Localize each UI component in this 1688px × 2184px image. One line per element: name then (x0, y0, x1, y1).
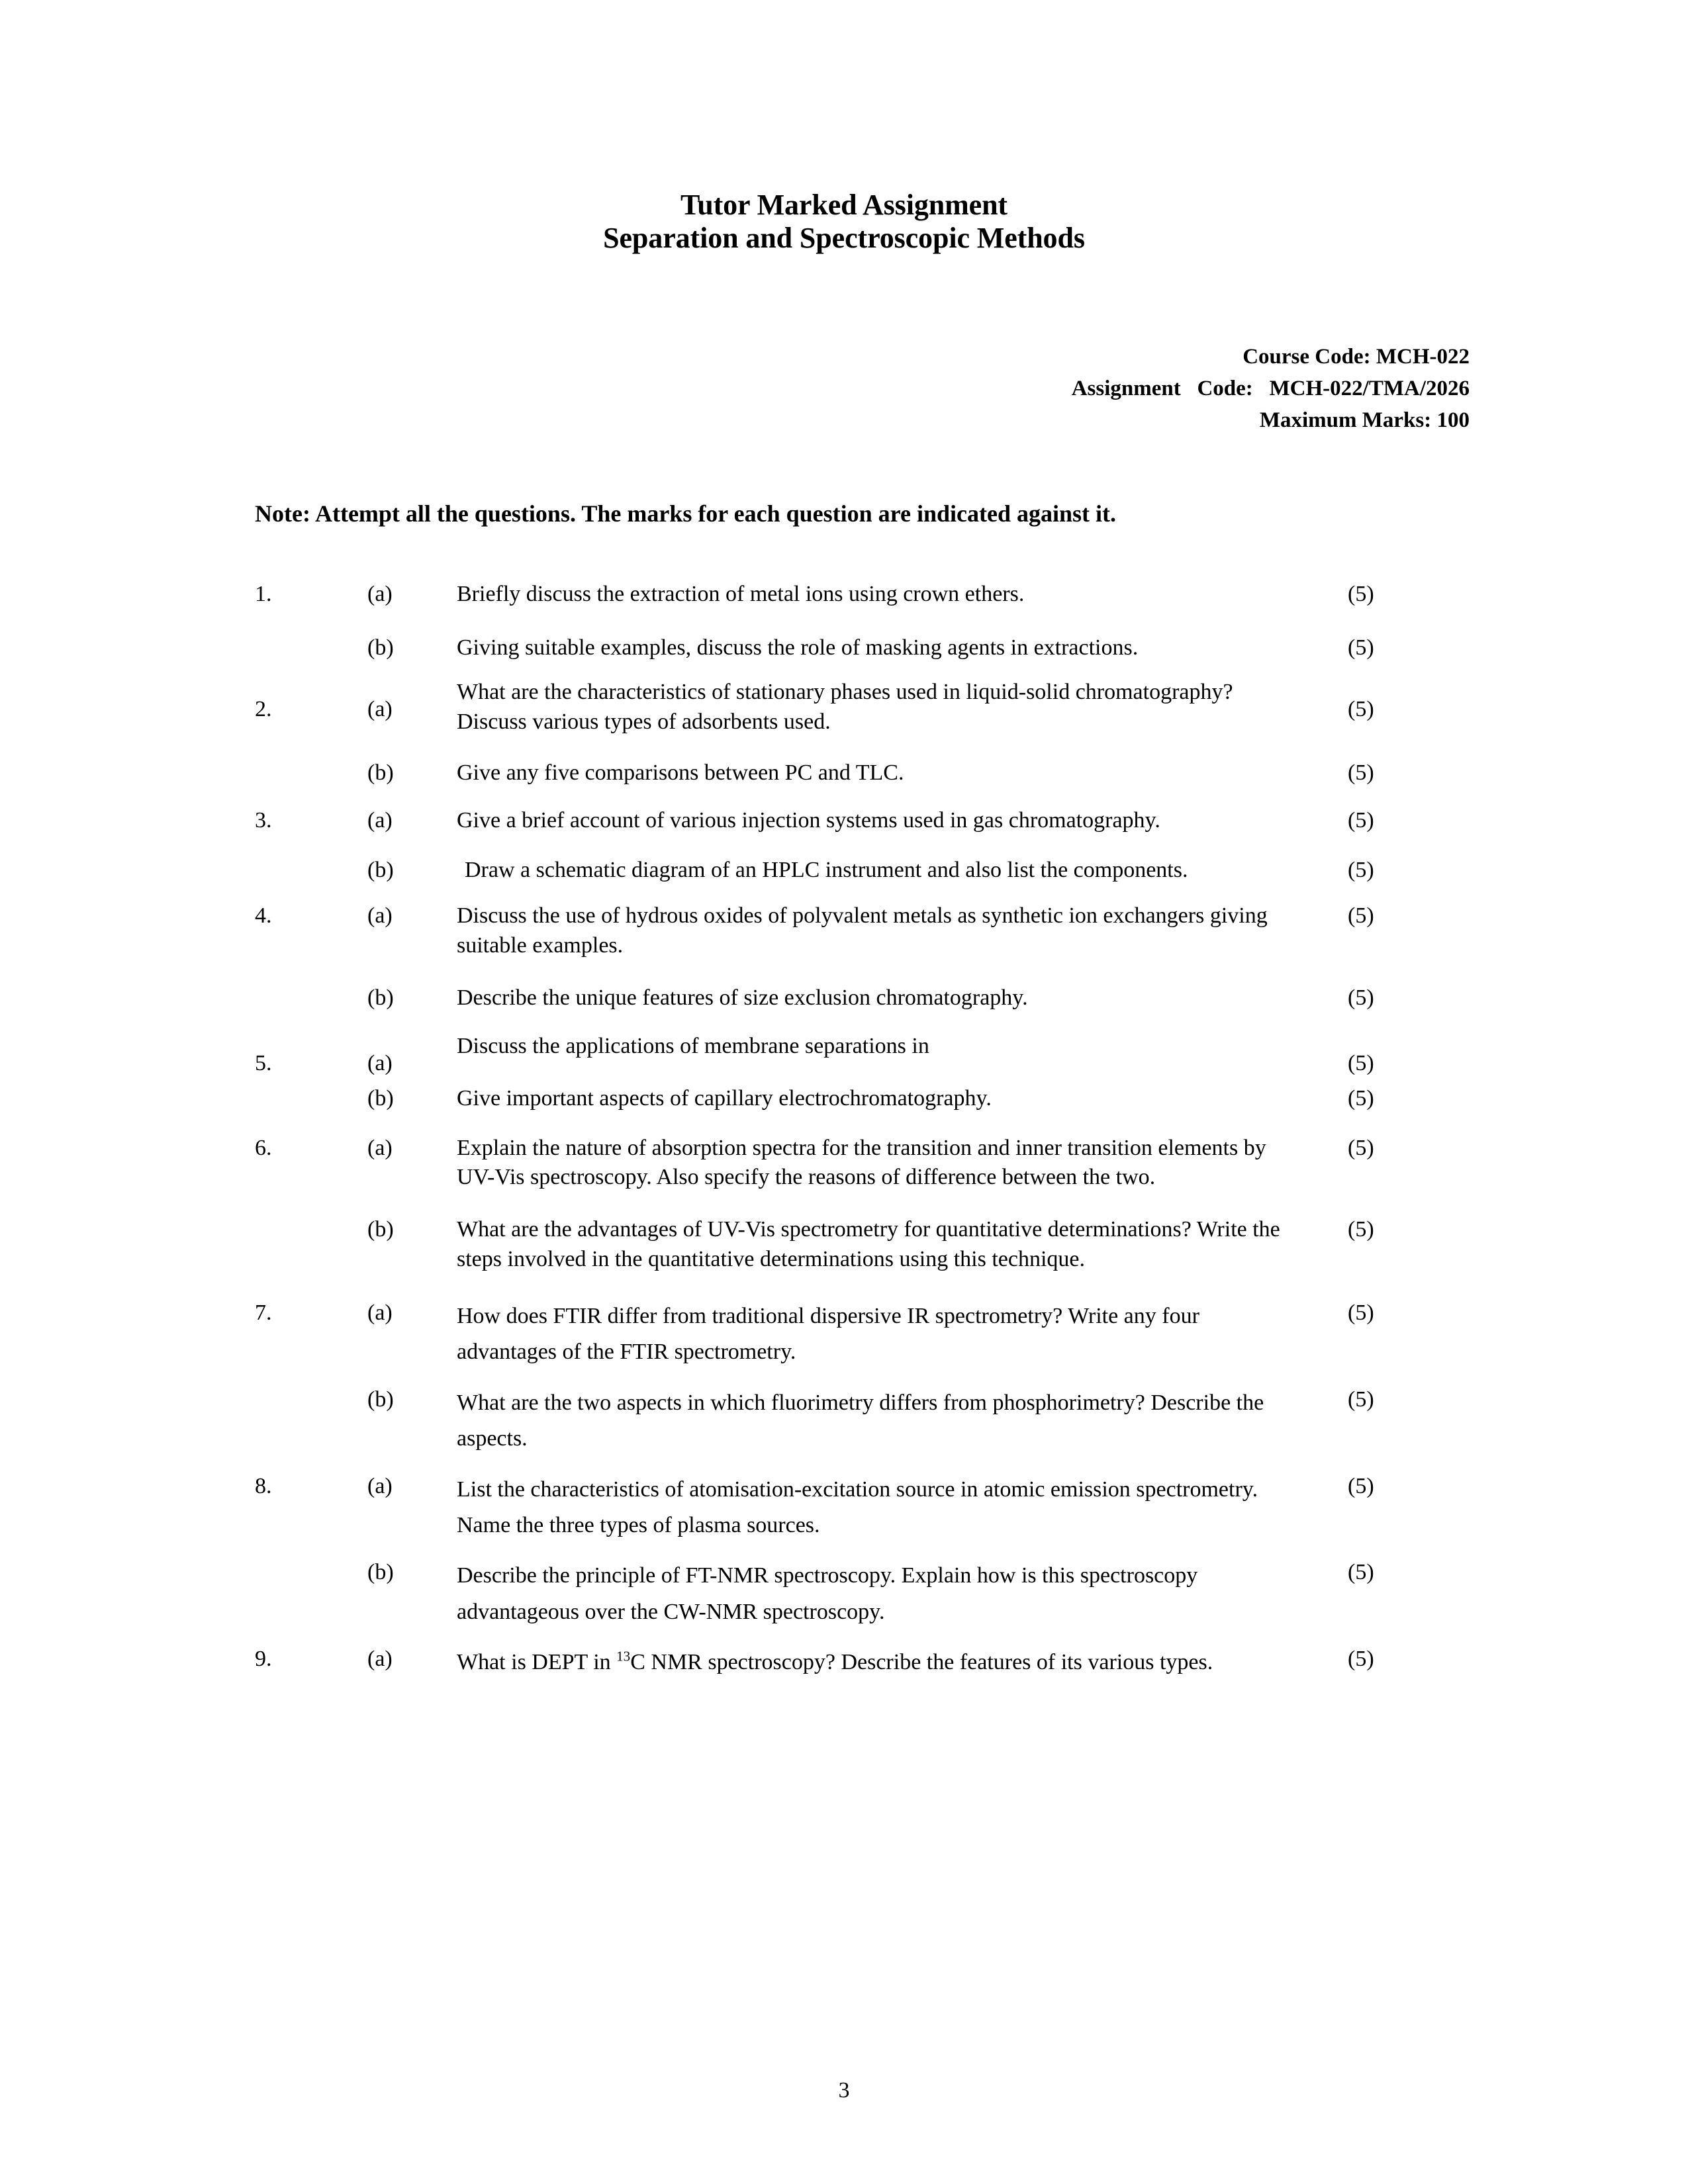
question-row (0, 1084, 1688, 1114)
question-list (0, 580, 1688, 1681)
question-row (0, 1472, 1688, 1544)
question-part-label: (a) (367, 1050, 393, 1075)
question-text: Give important aspects of capillary electrochromatography. (457, 1085, 992, 1111)
question-number: 4. (255, 903, 272, 929)
question-marks: (5) (1348, 1217, 1374, 1242)
question-marks: (5) (1348, 1135, 1374, 1160)
question-part-label: (b) (367, 1085, 394, 1111)
question-marks: (5) (1348, 696, 1374, 721)
question-text: Explain the nature of absorption spectra for the transition and inner transition elements by UV-Vis spectroscopy. Also specify the reasons of difference between the two. (457, 1135, 1266, 1190)
page-number: 3 (838, 2078, 850, 2103)
question-marks: (5) (1348, 1050, 1374, 1075)
question-marks: (5) (1348, 635, 1374, 660)
question-part-label: (b) (367, 1217, 394, 1242)
question-part-label: (a) (367, 1473, 393, 1498)
question-marks: (5) (1348, 858, 1374, 883)
question-number: 1. (255, 582, 272, 606)
question-text: Discuss the use of hydrous oxides of polyvalent metals as synthetic ion exchangers giving suitable examples. (457, 903, 1268, 958)
question-text: How does FTIR differ from traditional dispersive IR spectrometry? Write any four advantages of the FTIR spectrometry. (457, 1304, 1199, 1365)
question-text: Draw a schematic diagram of an HPLC instrument and also list the components. (465, 858, 1188, 883)
question-text: Describe the unique features of size exclusion chromatography. (457, 985, 1028, 1010)
question-number: 6. (255, 1135, 272, 1160)
question-marks: (5) (1348, 1473, 1374, 1498)
question-part-label: (b) (367, 760, 394, 785)
question-text: What are the advantages of UV-Vis spectrometry for quantitative determinations? Write the steps involved in the quantitative determinations using this technique. (457, 1217, 1280, 1272)
question-row (0, 1298, 1688, 1371)
question-row (0, 1385, 1688, 1457)
question-part-label: (b) (367, 858, 394, 883)
question-number: 7. (255, 1300, 272, 1325)
question-text: Giving suitable examples, discuss the role of masking agents in extractions. (457, 635, 1139, 660)
question-text: List the characteristics of atomisation-excitation source in atomic emission spectrometry. Name the three types of plasma sources. (457, 1477, 1258, 1537)
question-number: 9. (255, 1647, 272, 1672)
question-row (0, 1032, 1688, 1075)
question-row (0, 1215, 1688, 1275)
question-text: What are the characteristics of stationary phases used in liquid-solid chromatography? Discuss various types of adsorbents used. (457, 679, 1233, 734)
question-row (0, 580, 1688, 610)
question-row (0, 1558, 1688, 1630)
question-part-label: (b) (367, 985, 394, 1010)
question-part-label: (a) (367, 696, 393, 721)
question-row (0, 1645, 1688, 1680)
question-marks: (5) (1348, 582, 1374, 606)
question-marks: (5) (1348, 1387, 1374, 1412)
question-part-label: (a) (367, 808, 393, 833)
question-row (0, 633, 1688, 663)
question-row (0, 856, 1688, 886)
question-marks: (5) (1348, 985, 1374, 1010)
question-text: Give a brief account of various injection systems used in gas chromatography. (457, 808, 1160, 833)
question-text: What is DEPT in $^{13}$C NMR spectroscopy? Describe the features of its various types. (457, 1648, 1213, 1675)
question-text: Discuss the applications of membrane separations in (457, 1033, 929, 1058)
document-title (0, 189, 1688, 255)
instructions-note: Note: Attempt all the questions. The marks for each question are indicated against it. (255, 500, 1116, 527)
question-marks: (5) (1348, 1560, 1374, 1585)
question-number: 5. (255, 1050, 272, 1075)
question-text: Give any five comparisons between PC and TLC. (457, 760, 904, 785)
question-marks: (5) (1348, 1300, 1374, 1325)
question-text: What are the two aspects in which fluorimetry differs from phosphorimetry? Describe the aspects. (457, 1390, 1264, 1451)
question-marks: (5) (1348, 760, 1374, 785)
course-code: Course Code: MCH-022 (1243, 345, 1470, 369)
question-marks: (5) (1348, 1647, 1374, 1672)
question-row (0, 1134, 1688, 1193)
question-part-label: (a) (367, 1135, 393, 1160)
question-number: 2. (255, 696, 272, 721)
question-row (0, 901, 1688, 961)
question-part-label: (a) (367, 1300, 393, 1325)
question-row (0, 806, 1688, 836)
question-marks: (5) (1348, 903, 1374, 929)
course-meta-block (821, 341, 1470, 437)
assignment-code: Assignment Code: MCH-022/TMA/2026 (1071, 377, 1470, 401)
question-marks: (5) (1348, 808, 1374, 833)
question-part-label: (a) (367, 903, 393, 929)
question-row (0, 758, 1688, 788)
maximum-marks: Maximum Marks: 100 (1259, 408, 1470, 433)
question-part-label: (a) (367, 582, 393, 606)
question-part-label: (b) (367, 635, 394, 660)
question-row (0, 678, 1688, 737)
question-marks: (5) (1348, 1085, 1374, 1111)
title-line-1: Tutor Marked Assignment (680, 189, 1008, 221)
question-part-label: (b) (367, 1560, 394, 1585)
question-number: 3. (255, 808, 272, 833)
question-number: 8. (255, 1473, 272, 1498)
question-row (0, 983, 1688, 1013)
question-part-label: (a) (367, 1647, 393, 1672)
question-text: Briefly discuss the extraction of metal ions using crown ethers. (457, 582, 1025, 606)
question-text: Describe the principle of FT-NMR spectroscopy. Explain how is this spectroscopy advantageous over the CW-NMR spectroscopy. (457, 1563, 1198, 1624)
title-line-2: Separation and Spectroscopic Methods (603, 222, 1085, 255)
question-part-label: (b) (367, 1387, 394, 1412)
